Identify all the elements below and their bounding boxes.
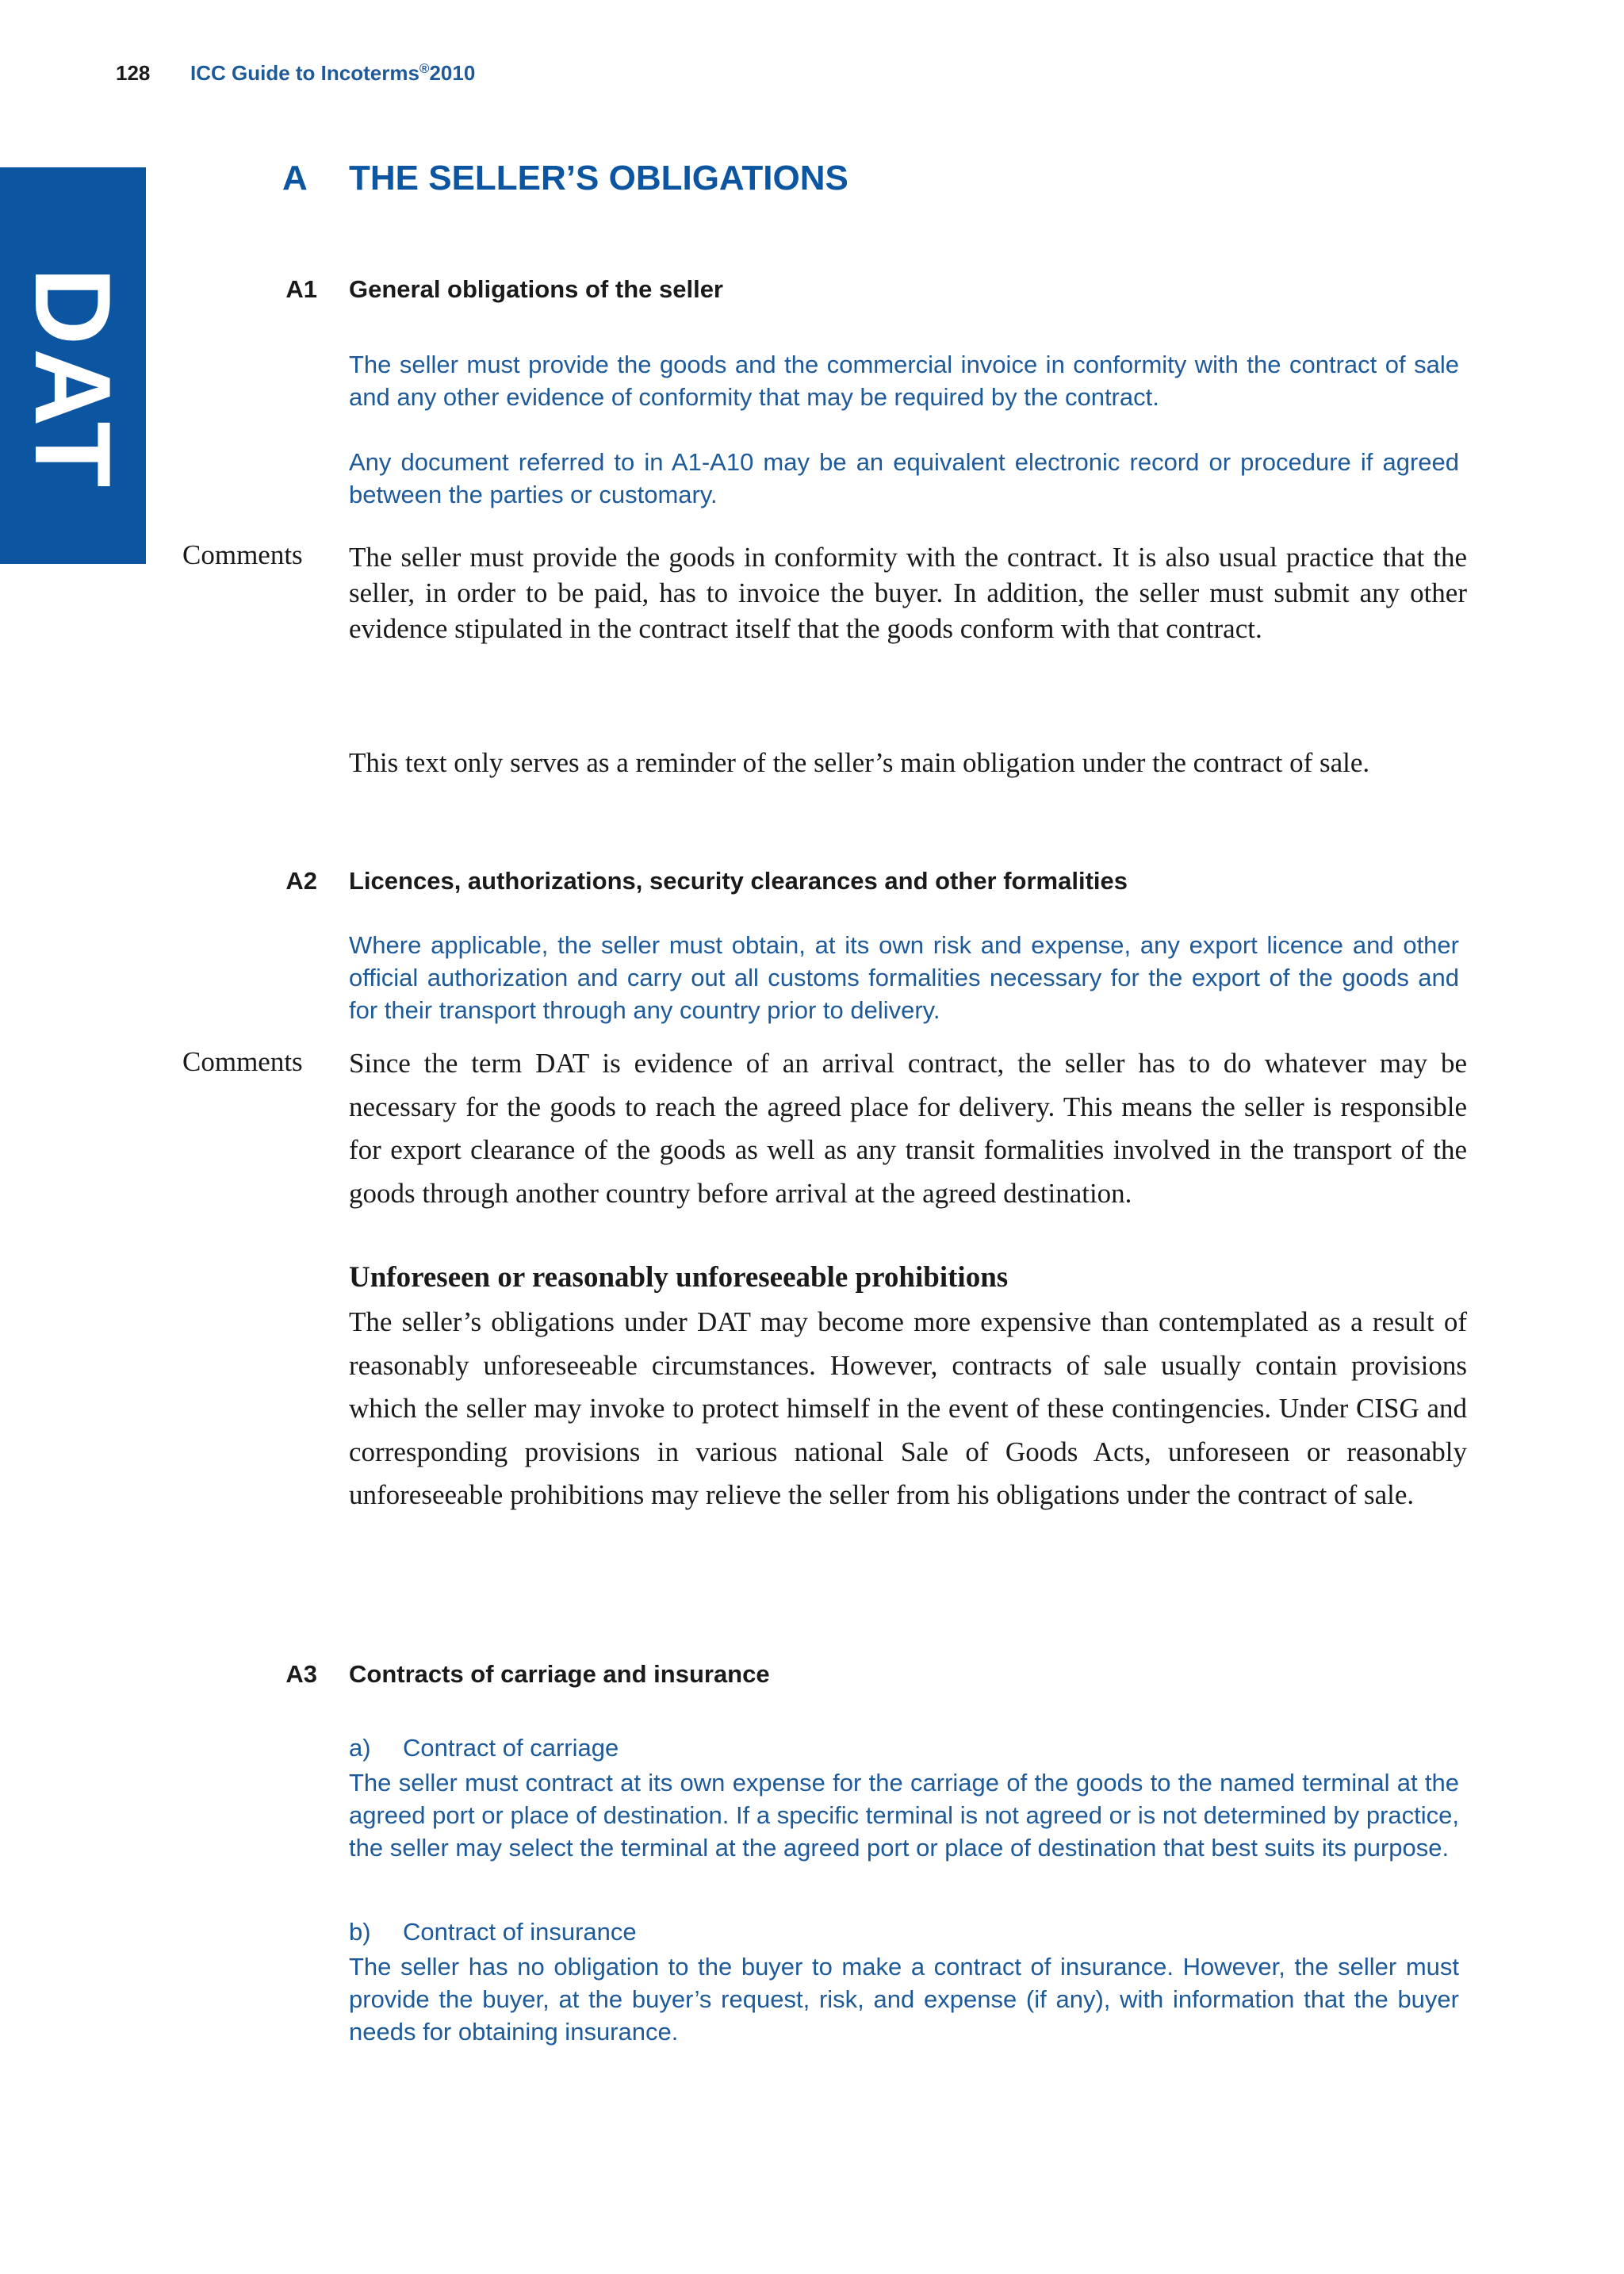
insurance-subheading bbox=[349, 1918, 637, 1946]
clause-a3-number: A3 bbox=[285, 1660, 317, 1688]
carriage-label: a) bbox=[349, 1734, 371, 1762]
section-letter: A bbox=[282, 159, 308, 197]
clause-a1-comment-2: This text only serves as a reminder of the seller’s main obligation under the contract of sale. bbox=[349, 747, 1370, 778]
clause-a1-comment-1: The seller must provide the goods in conformity with the contract. It is also usual practice that the seller, in order to be paid, has to invoice the buyer. In addition, the seller must submit any other evidence stipulated in the contract itself that the goods conform with that contract. bbox=[349, 542, 1467, 644]
insurance-label: b) bbox=[349, 1918, 371, 1946]
clause-a3-title: Contracts of carriage and insurance bbox=[349, 1660, 770, 1688]
clause-a2-rule-1: Where applicable, the seller must obtain, at its own risk and expense, any export licence and other official authorization and carry out all customs formalities necessary for the export of the goods and for their transport through any country prior to delivery. bbox=[349, 931, 1459, 1024]
clause-a1-rule-2: Any document referred to in A1-A10 may be an equivalent electronic record or procedure if agreed between the parties or customary. bbox=[349, 448, 1459, 508]
side-tab-label: DAT bbox=[13, 267, 133, 491]
clause-a2-number: A2 bbox=[285, 867, 317, 895]
book-year: 2010 bbox=[429, 61, 476, 85]
page-number: 128 bbox=[116, 61, 151, 85]
book-title-text: ICC Guide to Incoterms bbox=[190, 61, 419, 85]
clause-a2-title: Licences, authorizations, security clearances and other formalities bbox=[349, 867, 1128, 895]
carriage-text: The seller must contract at its own expense for the carriage of the goods to the named terminal at the agreed port or place of destination. If a specific terminal is not agreed or is not determined by practice, the seller may select the terminal at the agreed port or place of destination that best suits its purpose. bbox=[349, 1769, 1459, 1862]
clause-a2-comment-1: Since the term DAT is evidence of an arrival contract, the seller has to do whatever may be necessary for the goods to reach the agreed place for delivery. This means the seller is responsible for export clearance of the goods as well as any transit formalities involved in the transport of the goods through another country before arrival at the agreed destination. bbox=[349, 1048, 1467, 1209]
side-tab bbox=[0, 167, 146, 564]
clause-a2-subheading-text: The seller’s obligations under DAT may become more expensive than contemplated as a result of reasonably unforeseeable circumstances. However, contracts of sale usually contain provisions which the seller may invoke to protect himself in the event of these contingencies. Under CISG and corresponding provisions in various national Sale of Goods Acts, unforeseen or reasonably unforeseeable prohibitions may relieve the seller from his obligations under the contract of sale. bbox=[349, 1306, 1467, 1510]
clause-a1-rule-1: The seller must provide the goods and the commercial invoice in conformity with the contract of sale and any other evidence of conformity that may be required by the contract. bbox=[349, 351, 1459, 411]
clause-a1-title: General obligations of the seller bbox=[349, 275, 723, 303]
clause-a2-comments-label: Comments bbox=[182, 1046, 303, 1077]
insurance-text: The seller has no obligation to the buyer to make a contract of insurance. However, the seller must provide the buyer, at the buyer’s request, risk, and expense (if any), with information that the buyer needs for obtaining insurance. bbox=[349, 1953, 1459, 2046]
clause-a1-number: A1 bbox=[285, 275, 317, 303]
carriage-title: Contract of carriage bbox=[403, 1734, 619, 1762]
book-title bbox=[190, 61, 475, 86]
registered-mark: ® bbox=[419, 61, 430, 76]
clause-a1-comments-label: Comments bbox=[182, 539, 303, 570]
clause-a2-subheading: Unforeseen or reasonably unforeseeable prohibitions bbox=[349, 1261, 1009, 1294]
section-title: THE SELLER’S OBLIGATIONS bbox=[349, 159, 848, 197]
carriage-subheading bbox=[349, 1734, 619, 1762]
insurance-title: Contract of insurance bbox=[403, 1918, 637, 1946]
